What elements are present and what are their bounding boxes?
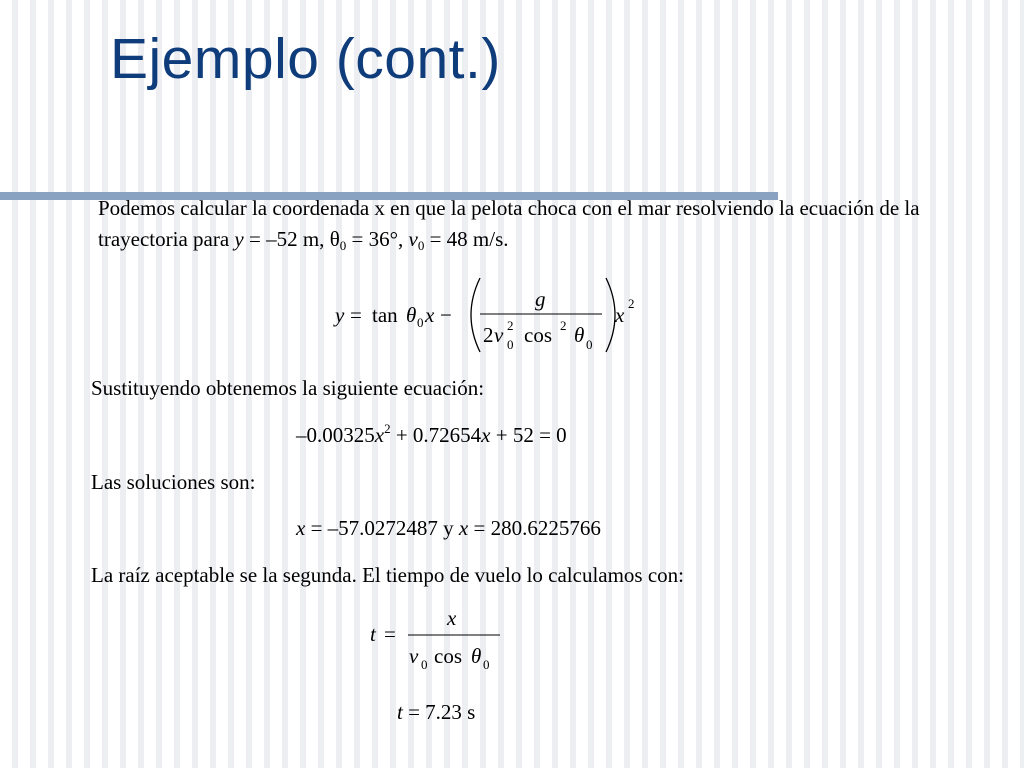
intro-text: Podemos calcular la coordenada x en que la pelota choca con el mar resolviendo la ecuación de la trayectoria para: [98, 196, 920, 251]
formula-cos: cos: [524, 323, 552, 347]
formula-minus: −: [440, 303, 452, 327]
time-result-value: = 7.23 s: [402, 700, 476, 724]
solution-eq2: = 280.6225766: [468, 516, 601, 540]
solution-x1: x: [296, 516, 306, 540]
formula-theta-den: θ: [574, 323, 585, 347]
formula-two: 2: [483, 323, 494, 347]
intro-v-sub: 0: [417, 238, 425, 253]
intro-y-eq: = –52 m,: [243, 227, 330, 251]
intro-v-var: v: [408, 227, 418, 251]
quadratic-x-sup: 2: [384, 421, 391, 436]
slide-title: Ejemplo (cont.): [110, 27, 501, 91]
formula-x2-sup: 2: [628, 296, 635, 311]
trajectory-formula: [330, 270, 650, 360]
formula-cos-sup: 2: [560, 318, 567, 333]
quadratic-x2: x: [481, 423, 491, 447]
formula-v-sup: 2: [507, 318, 514, 333]
time-result-t: t: [397, 700, 403, 724]
formula-v: v: [494, 323, 504, 347]
intro-theta-eq: = 36°,: [346, 227, 409, 251]
time-formula-v-sub: 0: [421, 657, 428, 672]
intro-theta: θ: [329, 227, 340, 251]
time-formula-t: t: [370, 622, 376, 646]
time-formula-x: x: [447, 606, 457, 630]
right-paren: [606, 278, 615, 352]
quadratic-const: + 52 = 0: [490, 423, 567, 447]
formula-y: y: [335, 303, 345, 327]
substitution-text: Sustituyendo obtenemos la siguiente ecuación:: [91, 376, 485, 400]
time-result: [397, 700, 475, 725]
solution-eq1: = –57.0272487 y: [305, 516, 459, 540]
formula-theta-den-sub: 0: [586, 337, 593, 352]
time-formula-equals: =: [384, 622, 396, 646]
formula-theta: θ: [406, 303, 417, 327]
intro-theta-sub: 0: [339, 238, 347, 253]
intro-v-eq: = 48 m/s.: [424, 227, 509, 251]
solution-x2: x: [458, 516, 469, 540]
solutions-values: [296, 516, 601, 541]
quadratic-x: x: [374, 423, 385, 447]
formula-tan: tan: [372, 303, 398, 327]
conclusion-text: La raíz aceptable se la segunda. El tiempo de vuelo lo calculamos con:: [91, 563, 685, 587]
solutions-label: Las soluciones son:: [91, 470, 256, 494]
intro-y-var: y: [234, 227, 244, 251]
time-formula-cos: cos: [434, 644, 462, 668]
left-paren: [471, 278, 480, 352]
time-formula-theta: θ: [471, 644, 482, 668]
formula-v-sub: 0: [507, 337, 514, 352]
formula-theta-sub: 0: [417, 315, 424, 330]
formula-g: g: [535, 287, 546, 311]
time-formula: [365, 600, 515, 675]
quadratic-coef-a: –0.00325: [296, 423, 375, 447]
formula-x2: x: [615, 303, 625, 327]
time-formula-v: v: [409, 644, 419, 668]
formula-x: x: [425, 303, 435, 327]
intro-paragraph: [98, 193, 978, 255]
quadratic-coef-b: + 0.72654: [390, 423, 482, 447]
time-formula-theta-sub: 0: [483, 657, 490, 672]
formula-equals: =: [350, 303, 362, 327]
quadratic-equation: [296, 423, 567, 448]
